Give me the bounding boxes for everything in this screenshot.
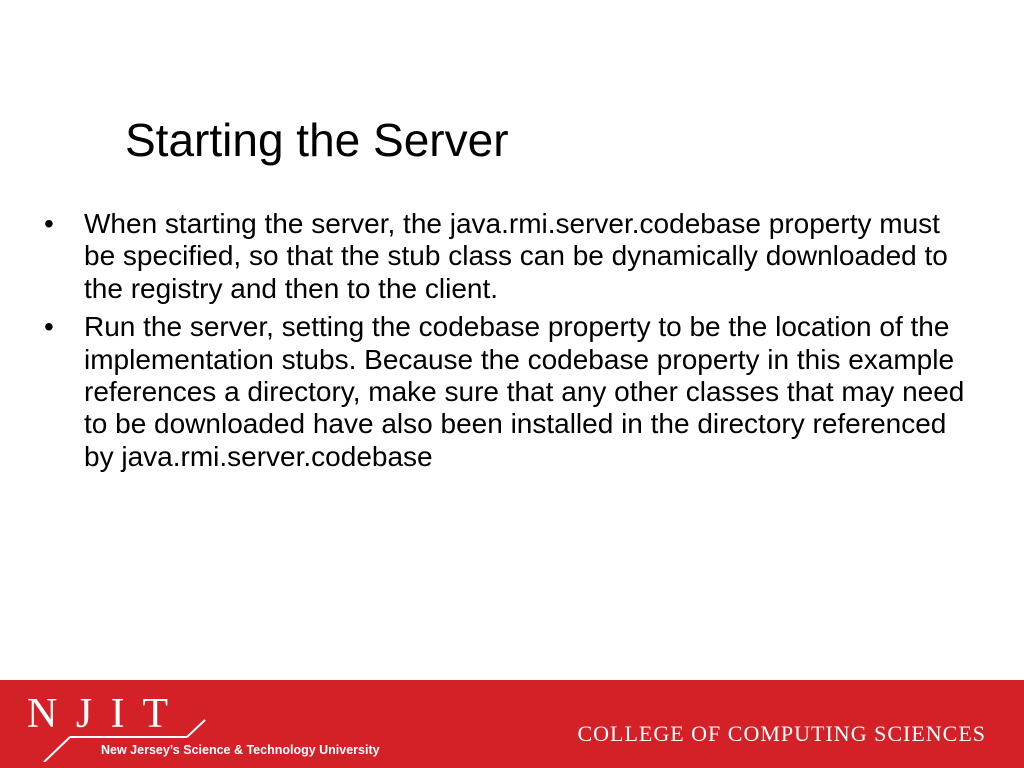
footer-bar [0,680,1024,768]
njit-logo-letters: N J I T [27,691,173,737]
bullet-item [44,208,974,305]
bullet-marker: • [44,311,54,343]
logo-tagline: New Jersey’s Science & Technology University [101,743,380,757]
njit-logo [22,690,382,762]
slide-title: Starting the Server [125,114,509,166]
bullet-list [44,208,974,479]
bullet-text: Run the server, setting the codebase property to be the location of the implementation stubs. Because the codebase property in this example references a directory, make sure that any other classes that may need to be downloaded have also been installed in the directory referenced by java.rmi.server.codebase [84,311,965,472]
college-name: COLLEGE OF COMPUTING SCIENCES [577,721,986,746]
bullet-text: When starting the server, the java.rmi.server.codebase property must be specified, so that the stub class can be dynamically downloaded to the registry and then to the client. [84,208,948,304]
bullet-item [44,311,974,473]
bullet-marker: • [44,208,54,239]
